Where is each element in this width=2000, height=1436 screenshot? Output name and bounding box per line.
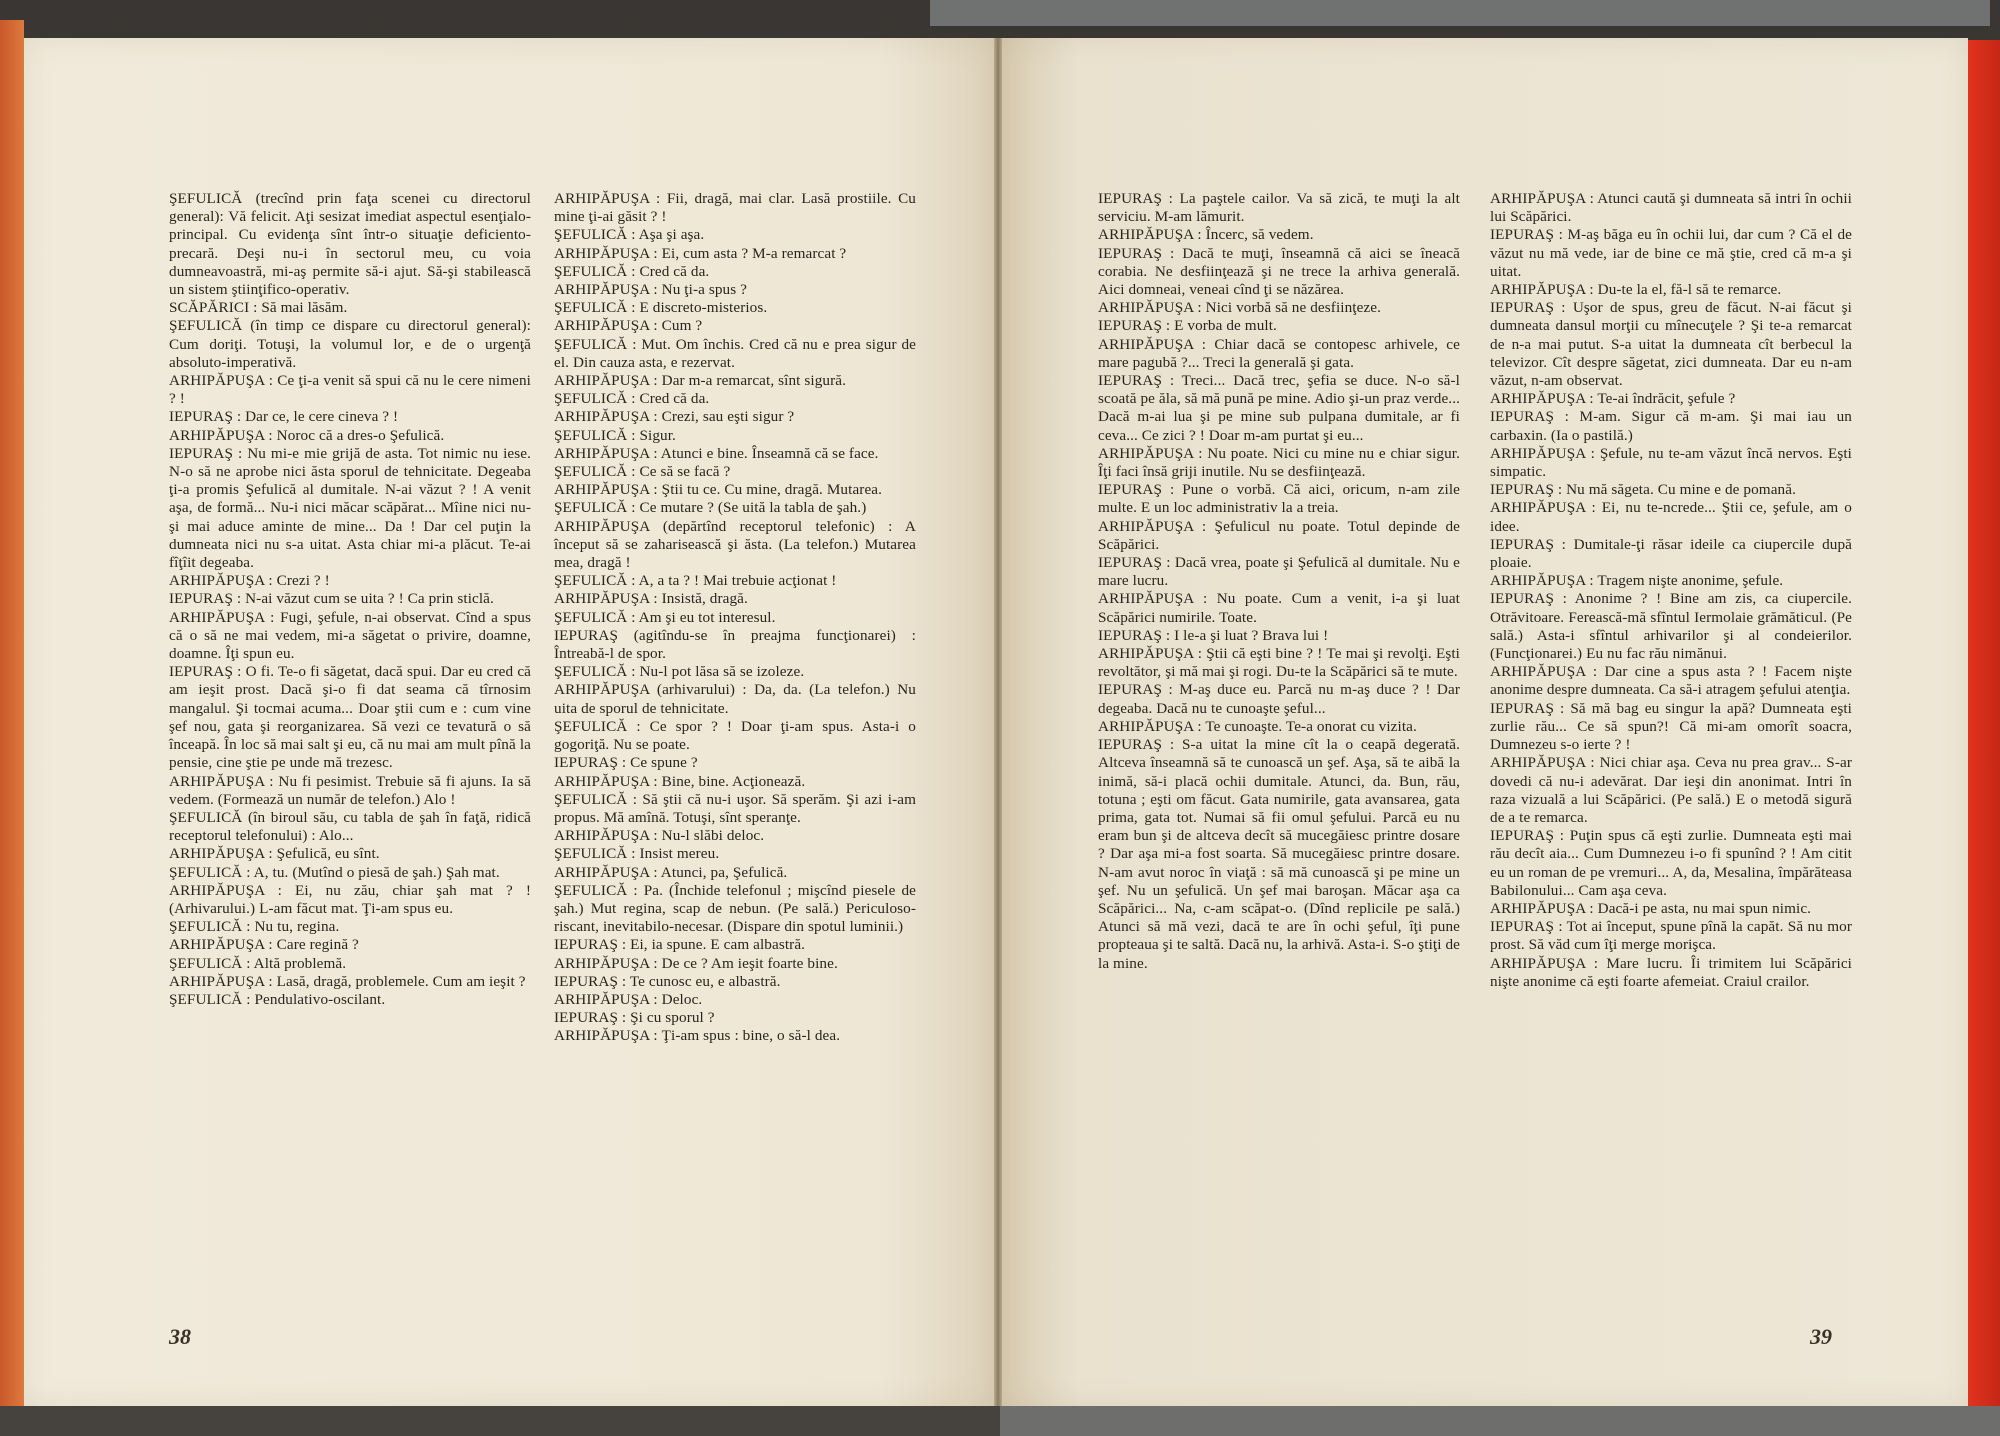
book-cover-right-edge — [1968, 40, 2000, 1420]
dialogue-line: IEPURAŞ : N-ai văzut cum se uita ? ! Ca prin sticlă. — [169, 590, 494, 608]
dialogue-line: ŞEFULICĂ : Pendulativo-oscilant. — [169, 990, 386, 1008]
dialogue-line: ARHIPĂPUŞA : Nu poate. Cum a venit, i-a şi luat Scăpărici numirile. Toate. — [1098, 590, 1460, 626]
dialogue-line: IEPURAŞ : Puţin spus că eşti zurlie. Dumneata eşti mai rău decît aia... Cum Dumnezeu i-o fi spunînd ? ! Am citit eu un roman de pe vremuri... A, da, Mesalina, împărăteasa Babilonului... Cam aşa ceva. — [1490, 827, 1852, 899]
dialogue-line: SCĂPĂRICI : Să mai lăsăm. — [169, 299, 348, 317]
left-page-column-2 — [554, 190, 916, 1046]
dialogue-line: IEPURAŞ : Uşor de spus, greu de făcut. N-ai făcut şi dumneata dansul morţii cu mînecuţele ? Şi te-a remarcat de n-a mai putut. S-a uitat la dumneata cît berbecul la televizor. Cît despre săgetat, zici dumneata. Dar eu n-am văzut, n-am observat. — [1490, 299, 1852, 390]
dialogue-line: ARHIPĂPUŞA : Încerc, să vedem. — [1098, 226, 1314, 244]
dialogue-line: ARHIPĂPUŞA : Fugi, şefule, n-ai observat. Cînd a spus că o să ne mai vedem, mi-a săgetat o privire, doamne, doamne. Îţi spun eu. — [169, 608, 531, 663]
dialogue-line: IEPURAŞ : Dacă te muţi, înseamnă că aici se îneacă corabia. Ne desfiinţează şi ne trece la arhiva generală. Aici domneai, veneai cînd ţi se năzărea. — [1098, 244, 1460, 299]
dialogue-line: ARHIPĂPUŞA : Care regină ? — [169, 936, 359, 954]
dialogue-line: ŞEFULICĂ (trecînd prin faţa scenei cu directorul general): Vă felicit. Aţi sesizat imediat aspectul esenţialo-principal. Cu evidenţa sînt într-o situaţie deficiento-precară. Deşi nu-i în sectorul meu, cu voia dumneavoastră, mi-aş permite să-i ajut. Să-şi stabilească un sistem ştiinţifico-operativ. — [169, 190, 531, 299]
dialogue-line: ŞEFULICĂ : Insist mereu. — [554, 845, 720, 863]
dialogue-line: ARHIPĂPUŞA : Atunci caută şi dumneata să intri în ochii lui Scăpărici. — [1490, 190, 1852, 226]
dialogue-line: ARHIPĂPUŞA : Nici chiar aşa. Ceva nu prea grav... S-ar dovedi că nu-i adevărat. Dar ieşi din anonimat. Intri în raza vizuală a lui Scăpărici. (Pe sală.) E o metodă sigură de a te remarca. — [1490, 754, 1852, 826]
dialogue-line: IEPURAŞ : Treci... Dacă trec, şefia se duce. N-o să-l scoată pe ăla, să mă pună pe mine. Adio şi-un praz verde... Dacă m-ai lua şi pe mine sub pulpana dumitale, ar fi ceva... Ce zici ? ! Doar m-am purtat şi eu... — [1098, 372, 1460, 444]
dialogue-line: ARHIPĂPUŞA : Lasă, dragă, problemele. Cum am ieşit ? — [169, 972, 526, 990]
dialogue-line: IEPURAŞ : Pune o vorbă. Că aici, oricum, n-am zile multe. E un loc administrativ la a treia. — [1098, 481, 1460, 517]
dialogue-line: ŞEFULICĂ : Ce mutare ? (Se uită la tabla de şah.) — [554, 499, 867, 517]
book-gutter — [994, 38, 1002, 1406]
dialogue-line: IEPURAŞ : Nu mă săgeta. Cu mine e de pomană. — [1490, 481, 1796, 499]
dialogue-line: ARHIPĂPUŞA : Nu ţi-a spus ? — [554, 281, 747, 299]
dialogue-line: ARHIPĂPUŞA : Nu-l slăbi deloc. — [554, 827, 765, 845]
dialogue-line: ARHIPĂPUŞA : Cum ? — [554, 317, 703, 335]
dialogue-line: IEPURAŞ : Dumitale-ţi răsar ideile ca ciupercile după ploaie. — [1490, 535, 1852, 572]
dialogue-line: ŞEFULICĂ : A, tu. (Mutînd o piesă de şah.) Şah mat. — [169, 863, 500, 881]
dialogue-line: ŞEFULICĂ : Aşa şi aşa. — [554, 226, 705, 244]
dialogue-line: ARHIPĂPUŞA : Nu poate. Nici cu mine nu e chiar sigur. Îţi faci însă griji inutile. Nu se desfiinţează. — [1098, 444, 1460, 481]
right-page — [1002, 38, 1968, 1406]
dialogue-line: ARHIPĂPUŞA : Şefulică, eu sînt. — [169, 845, 380, 863]
dialogue-line: ŞEFULICĂ : Ce spor ? ! Doar ţi-am spus. Asta-i o gogoriţă. Nu se poate. — [554, 717, 916, 754]
dialogue-line: ARHIPĂPUŞA : Chiar dacă se contopesc arhivele, ce mare pagubă ?... Treci la generală şi gata. — [1098, 335, 1460, 371]
dialogue-line: IEPURAŞ : Anonime ? ! Bine am zis, ca ciupercile. Otrăvitoare. Ferească-mă sfîntul Iermolaie grămăticul. (Pe sală.) Asta-i sfîntul arhivarilor şi al condeierilor. (Funcţionarei.) Eu nu fac rău nimănui. — [1490, 590, 1852, 663]
dialogue-line: ARHIPĂPUŞA : Atunci, pa, Şefulică. — [554, 863, 788, 881]
book-cover-left-edge — [0, 20, 24, 1420]
dialogue-line: IEPURAŞ : La paştele cailor. Va să zică, te muţi la alt serviciu. M-am lămurit. — [1098, 190, 1460, 226]
dialogue-line: ARHIPĂPUŞA : Mare lucru. Îi trimitem lui Scăpărici nişte anonime că eşti foarte afemeiat. Craiul crailor. — [1490, 954, 1852, 990]
left-page-column-1 — [169, 190, 531, 1009]
dialogue-line: IEPURAŞ : Să mă bag eu singur la apă? Dumneata eşti zurlie rău... Ce să spun?! Că mi-am omorît soacra, Dumnezeu s-o ierte ? ! — [1490, 699, 1852, 754]
dialogue-line: ARHIPĂPUŞA : Ştii că eşti bine ? ! Te mai şi revolţi. Eşti revoltător, şi mă mai şi rogi. Du-te la Scăpărici să te mute. — [1098, 645, 1460, 681]
dialogue-line: ARHIPĂPUŞA : Ei, nu zău, chiar şah mat ? ! (Arhivarului.) L-am făcut mat. Ţi-am spus eu. — [169, 881, 531, 917]
dialogue-line: ARHIPĂPUŞA : Te cunoaşte. Te-a onorat cu vizita. — [1098, 717, 1417, 735]
dialogue-line: ARHIPĂPUŞA : Crezi, sau eşti sigur ? — [554, 408, 795, 426]
dialogue-line: ARHIPĂPUŞA : Ce ţi-a venit să spui că nu le cere nimeni ? ! — [169, 372, 531, 408]
dialogue-line: ARHIPĂPUŞA : Şefule, nu te-am văzut încă nervos. Eşti simpatic. — [1490, 444, 1852, 481]
dialogue-line: IEPURAŞ : M-aş băga eu în ochii lui, dar cum ? Că el de văzut nu mă vede, iar de bine ce mă ştie, cred că m-a şi uitat. — [1490, 226, 1852, 280]
dialogue-line: IEPURAŞ : M-am. Sigur că m-am. Şi mai iau un carbaxin. (Ia o pastilă.) — [1490, 408, 1852, 444]
dialogue-line: ARHIPĂPUŞA : Insistă, dragă. — [554, 590, 748, 608]
book-cover-bottom-left — [0, 1406, 1000, 1436]
dialogue-line: ARHIPĂPUŞA : Crezi ? ! — [169, 572, 330, 590]
book-cover-bottom-right — [1000, 1406, 2000, 1436]
right-page-column-2 — [1490, 190, 1852, 991]
dialogue-line: ARHIPĂPUŞA (arhivarului) : Da, da. (La telefon.) Nu uita de sporul de tehnicitate. — [554, 681, 916, 717]
dialogue-line: IEPURAŞ : E vorba de mult. — [1098, 317, 1277, 335]
dialogue-line: ŞEFULICĂ : Mut. Om închis. Cred că nu e prea sigur de el. Din cauza asta, e rezervat. — [554, 335, 916, 371]
dialogue-line: ARHIPĂPUŞA : Ei, nu te-ncrede... Ştii ce, şefule, am o idee. — [1490, 499, 1852, 535]
book-cover-top-edge — [930, 0, 1990, 26]
dialogue-line: ARHIPĂPUŞA : Nici vorbă să ne desfiinţeze. — [1098, 299, 1382, 317]
dialogue-line: ŞEFULICĂ : Să ştii că nu-i uşor. Să sperăm. Şi azi i-am propus. Mă amînă. Totuşi, sînt speranţe. — [554, 790, 916, 826]
dialogue-line: IEPURAŞ : Nu mi-e mie grijă de asta. Tot nimic nu iese. N-o să ne aprobe nici ăsta sporul de tehnicitate. Degeaba ţi-a promis Şefulică al dumitale. N-ai văzut ? ! A venit aşa, de formă... Nu-i nici măcar scăpărat... Mîine nici nu-şi mai aduce aminte de mine... Da ! Dar cel puţin la dumneata nici nu s-a uitat. Asta chiar mi-a plăcut. Te-ai fîţîit degeaba. — [169, 444, 531, 572]
dialogue-line: IEPURAŞ : M-aş duce eu. Parcă nu m-aş duce ? ! Dar degeaba. Dacă nu te cunoaşte şeful... — [1098, 681, 1460, 717]
right-page-column-1 — [1098, 190, 1460, 973]
page-number-left: 38 — [169, 1324, 191, 1349]
dialogue-line: ARHIPĂPUŞA : Ei, cum asta ? M-a remarcat ? — [554, 244, 847, 262]
page-number-right: 39 — [1810, 1324, 1832, 1349]
dialogue-line: ŞEFULICĂ : A, a ta ? ! Mai trebuie acţionat ! — [554, 572, 837, 590]
dialogue-line: ŞEFULICĂ : Am şi eu tot interesul. — [554, 608, 776, 626]
dialogue-line: ARHIPĂPUŞA : Te-ai îndrăcit, şefule ? — [1490, 390, 1736, 408]
dialogue-line: ARHIPĂPUŞA (depărtînd receptorul telefonic) : A început să se zaharisească şi ăsta. (La telefon.) Mutarea mea, dragă ! — [554, 517, 916, 572]
dialogue-line: ARHIPĂPUŞA : Şefulicul nu poate. Totul depinde de Scăpărici. — [1098, 517, 1460, 553]
dialogue-line: ARHIPĂPUŞA : Bine, bine. Acţionează. — [554, 772, 806, 790]
dialogue-line: ŞEFULICĂ : Cred că da. — [554, 262, 710, 280]
dialogue-line: ARHIPĂPUŞA : Atunci e bine. Înseamnă că se face. — [554, 444, 879, 462]
dialogue-line: ARHIPĂPUŞA : Ştii tu ce. Cu mine, dragă. Mutarea. — [554, 481, 883, 499]
dialogue-line: ARHIPĂPUŞA : Noroc că a dres-o Şefulică. — [169, 426, 445, 444]
dialogue-line: ŞEFULICĂ : Ce să se facă ? — [554, 463, 731, 481]
dialogue-line: ARHIPĂPUŞA : Fii, dragă, mai clar. Lasă prostiile. Cu mine ţi-ai găsit ? ! — [554, 190, 916, 226]
dialogue-line: IEPURAŞ : Dar ce, le cere cineva ? ! — [169, 408, 399, 426]
dialogue-line: ARHIPĂPUŞA : Dar cine a spus asta ? ! Facem nişte anonime despre dumneata. Ca să-i atragem şefului atenţia. — [1490, 663, 1852, 699]
dialogue-line: ŞEFULICĂ : Sigur. — [554, 426, 676, 444]
dialogue-line: ARHIPĂPUŞA : Nu fi pesimist. Trebuie să fi ajuns. Ia să vedem. (Formează un număr de telefon.) Alo ! — [169, 772, 531, 808]
dialogue-line: ŞEFULICĂ : Pa. (Închide telefonul ; mişcînd piesele de şah.) Mut regina, scap de nebun. (Pe sală.) Periculoso-riscant, inevitabilo-necesar. (Dispare din spotul luminii.) — [554, 881, 916, 936]
dialogue-line: ARHIPĂPUŞA : Deloc. — [554, 990, 703, 1008]
dialogue-line: ŞEFULICĂ : E discreto-misterios. — [554, 299, 768, 317]
dialogue-line: ŞEFULICĂ : Cred că da. — [554, 390, 710, 408]
dialogue-line: ARHIPĂPUŞA : De ce ? Am ieşit foarte bine. — [554, 954, 838, 972]
dialogue-line: IEPURAŞ : Şi cu sporul ? — [554, 1009, 715, 1027]
dialogue-line: IEPURAŞ (agitîndu-se în preajma funcţionarei) : Întreabă-l de spor. — [554, 626, 916, 663]
dialogue-line: IEPURAŞ : Tot ai început, spune pînă la capăt. Să nu mor prost. Să văd cum îţi merge morişca. — [1490, 918, 1852, 954]
dialogue-line: ŞEFULICĂ (în timp ce dispare cu directorul general): Cum doriţi. Totuşi, la volumul lor, e de o urgenţă absoluto-imperativă. — [169, 317, 531, 371]
left-page — [24, 38, 994, 1406]
dialogue-line: IEPURAŞ : S-a uitat la mine cît la o ceapă degerată. Altceva înseamnă să te cunoască un şef. Aşa, să te aibă la inimă, să-i placă ochii dumitale. Atunci, da. Bun, rău, totuna ; eşti om făcut. Gata numirile, gata avansarea, gata prima, gata tot. Numai să fii omul şefului. Parcă eu nu eram bun şi de altceva decît să mucegăiesc printre dosare ? Dar aşa mi-a fost soarta. Să mucegăiesc printre dosare. N-am avut noroc în viaţă : să mă cunoască şi pe mine un şef. Nu un şefulică. Un şef mai baroşan. Măcar aşa ca Scăpărici... Na, c-am scăpat-o. (Dînd replicile pe sală.) Atunci să mă vezi, dacă te are în ochi şeful, îţi pune propteaua şi te saltă. Dacă nu, la arhivă. Asta-i. S-o ştiţi de la mine. — [1098, 736, 1460, 972]
dialogue-line: ARHIPĂPUŞA : Du-te la el, fă-l să te remarce. — [1490, 281, 1782, 299]
dialogue-line: ARHIPĂPUŞA : Dar m-a remarcat, sînt sigură. — [554, 372, 846, 390]
dialogue-line: ARHIPĂPUŞA : Tragem nişte anonime, şefule. — [1490, 572, 1784, 590]
dialogue-line: IEPURAŞ : Ei, ia spune. E cam albastră. — [554, 936, 806, 954]
dialogue-line: ARHIPĂPUŞA : Dacă-i pe asta, nu mai spun nimic. — [1490, 899, 1812, 917]
dialogue-line: IEPURAŞ : Dacă vrea, poate şi Şefulică al dumitale. Nu e mare lucru. — [1098, 554, 1460, 590]
dialogue-line: ŞEFULICĂ : Altă problemă. — [169, 954, 347, 972]
dialogue-line: ŞEFULICĂ : Nu tu, regina. — [169, 918, 340, 936]
dialogue-line: ŞEFULICĂ (în biroul său, cu tabla de şah în faţă, ridică receptorul telefonului) : Alo... — [169, 808, 531, 845]
dialogue-line: IEPURAŞ : Ce spune ? — [554, 754, 698, 772]
dialogue-line: IEPURAŞ : I le-a şi luat ? Brava lui ! — [1098, 626, 1329, 644]
dialogue-line: IEPURAŞ : Te cunosc eu, e albastră. — [554, 972, 781, 990]
dialogue-line: ARHIPĂPUŞA : Ţi-am spus : bine, o să-l dea. — [554, 1027, 841, 1045]
dialogue-line: ŞEFULICĂ : Nu-l pot lăsa să se izoleze. — [554, 663, 805, 681]
dialogue-line: IEPURAŞ : O fi. Te-o fi săgetat, dacă spui. Dar eu cred că am ieşit prost. Dacă şi-o fi dat seama că tîrnosim mangalul. Şi tocmai acuma... Doar ştii cum e : cum vine şef nou, gata şi reorganizarea. Să vezi ce tevatură o să înceapă. În loc să mai salt şi eu, că nu mai am mult pînă la pensie, cine ştie pe unde mă trezesc. — [169, 663, 531, 772]
